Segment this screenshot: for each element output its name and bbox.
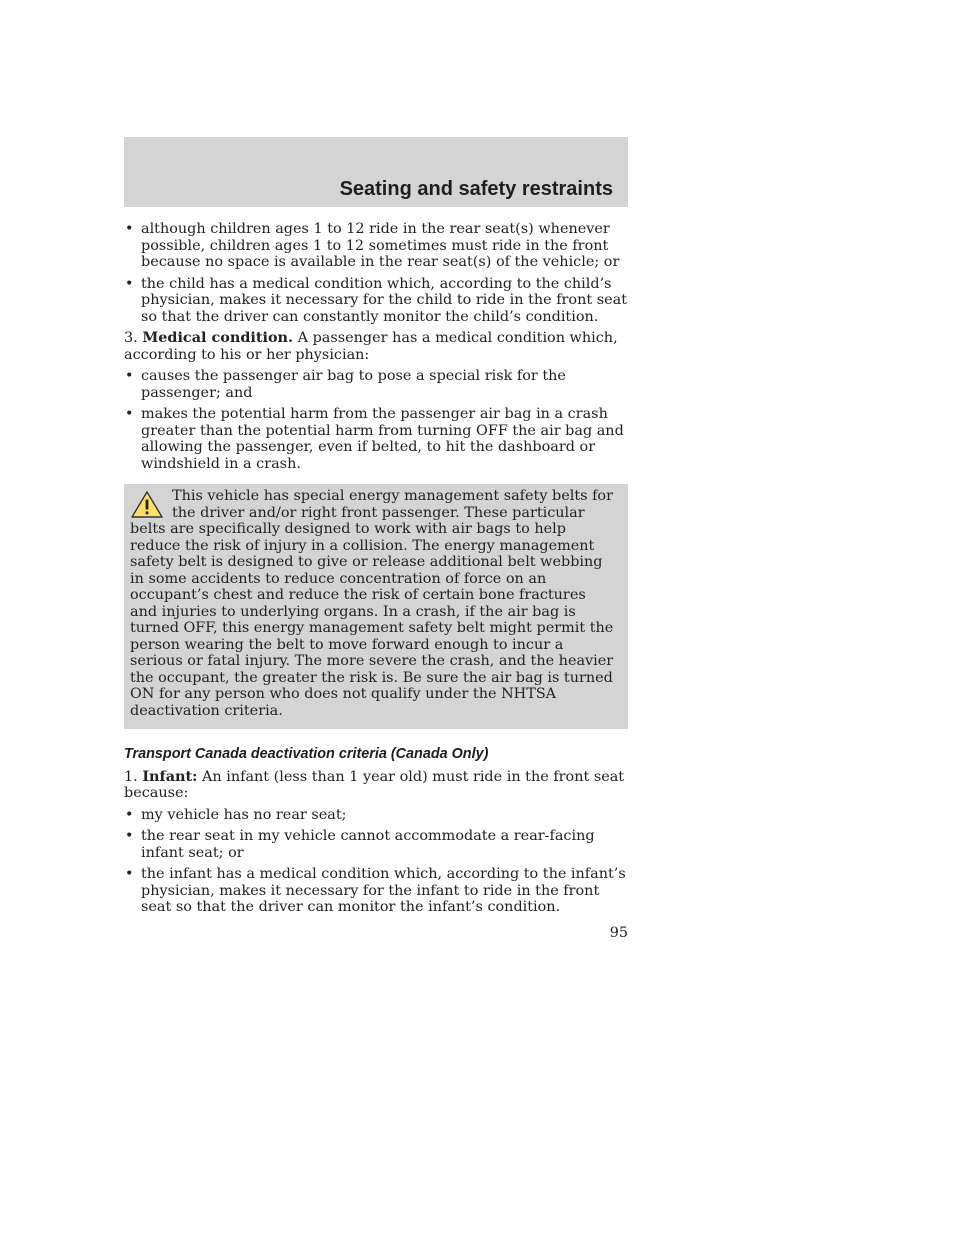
medical-criteria-list	[124, 368, 628, 472]
page-content	[124, 221, 628, 921]
section-title: Seating and safety restraints	[339, 178, 613, 200]
warning-text: This vehicle has special energy management safety belts for the driver and/or right front passenger. These particular belts are specifically designed to work with air bags to help reduce the risk of injury in a collision. The energy management safety belt is designed to give or release additional belt webbing in some accidents to reduce concentration of force on an occupant’s chest and reduce the risk of certain bone fractures and injuries to underlying organs. In a crash, if the air bag is turned OFF, this energy management safety belt might permit the person wearing the belt to move forward enough to incur a serious or fatal injury. The more severe the crash, and the heavier the occupant, the greater the risk is. Be sure the air bag is turned ON for any person who does not qualify under the NHTSA deactivation criteria.	[130, 488, 614, 719]
item-number: 1.	[124, 768, 138, 785]
list-item: • causes the passenger air bag to pose a special risk for the passenger; and	[124, 368, 628, 401]
infant-term: Infant:	[142, 767, 198, 785]
warning-box	[124, 484, 628, 729]
section-header-band	[124, 137, 628, 207]
medical-condition-term: Medical condition.	[142, 329, 294, 346]
medical-condition-text: A passenger has a medical condition which, according to his or her physician:	[124, 330, 618, 363]
list-item: • the infant has a medical condition which, according to the infant’s physician, makes it necessary for the infant to ride in the front seat so that the driver can monitor the infant’s condition.	[124, 866, 628, 916]
list-item: • although children ages 1 to 12 ride in the rear seat(s) whenever possible, children ages 1 to 12 sometimes must ride in the front because no space is available in the rear seat(s) of the vehicle; or	[124, 221, 628, 271]
page-number: 95	[609, 925, 628, 941]
infant-criteria-list	[124, 807, 628, 916]
list-item: • makes the potential harm from the passenger air bag in a crash greater than the potential harm from turning OFF the air bag and allowing the passenger, even if belted, to hit the dashboard or windshield in a crash.	[124, 406, 628, 472]
child-criteria-list	[124, 221, 628, 325]
item-number: 3.	[124, 330, 138, 346]
medical-condition-paragraph	[124, 330, 628, 363]
list-item: • the child has a medical condition which, according to the child’s physician, makes it necessary for the child to ride in the front seat so that the driver can constantly monitor the child’s condition.	[124, 276, 628, 326]
list-item: • my vehicle has no rear seat;	[124, 807, 628, 824]
transport-canada-heading: Transport Canada deactivation criteria (Canada Only)	[124, 746, 489, 762]
warning-triangle-icon	[130, 490, 164, 520]
list-item: • the rear seat in my vehicle cannot accommodate a rear-facing infant seat; or	[124, 828, 628, 861]
infant-paragraph	[124, 769, 628, 802]
infant-text: An infant (less than 1 year old) must ride in the front seat because:	[124, 768, 625, 801]
